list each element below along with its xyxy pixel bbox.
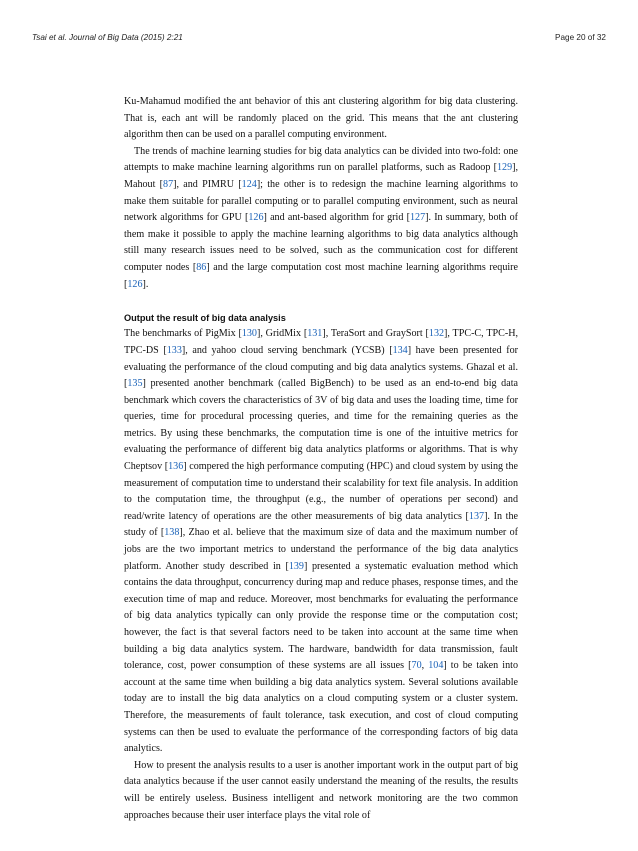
reference-link[interactable]: 137 [468, 510, 485, 522]
reference-link[interactable]: 87 [163, 178, 174, 190]
body-paragraph [124, 326, 518, 757]
section-heading: Output the result of big data analysis [124, 312, 286, 323]
paragraph-text: The benchmarks of PigMix [ [124, 328, 242, 340]
reference-link[interactable]: 134 [392, 344, 408, 356]
paragraph-text: Ku-Mahamud modified the ant behavior of this ant clustering algorithm for big data clustering. That is, each ant will be randomly placed on the grid. This means that the ant clustering algorithm then can be used on a parallel computing environment. [124, 96, 518, 141]
paragraph-text: ] and ant-based algorithm for grid [ [263, 212, 410, 224]
reference-link[interactable]: 104 [428, 660, 444, 672]
reference-link[interactable]: 139 [288, 560, 304, 572]
paragraph-text: ], and yahoo cloud serving benchmark (YCSB) [ [181, 344, 393, 356]
paragraph-text: How to present the analysis results to a user is another important work in the output part of big data analytics because if the user cannot easily understand the meaning of the results, the results will be entirely useless. Business intelligent and network monitoring are the two common approaches because their user interface plays the vital role of [124, 759, 518, 821]
reference-link[interactable]: 129 [496, 162, 513, 174]
paragraph-text: ] presented a systematic evaluation method which contains the data throughput, concurrency during map and reduce phases, response times, and the execution time of map and reduce. Moreover, most benchmarks for evaluating the performance of big data analytics typically can only provide the response time or the computation cost; however, the fact is that several factors need to be taken into account at the same time when building a big data analytics system. The hardware, bandwidth for data transmission, fault tolerance, cost, power consumption of these systems are all issues [ [124, 560, 518, 672]
reference-link[interactable]: 130 [241, 328, 257, 340]
reference-link[interactable]: 70 [411, 660, 422, 672]
reference-link[interactable]: 138 [164, 527, 180, 539]
body-paragraph [124, 758, 518, 824]
reference-link[interactable]: 126 [127, 278, 143, 290]
reference-link[interactable]: 131 [307, 328, 323, 340]
reference-link[interactable]: 132 [428, 328, 445, 340]
paragraph-text: ]. In the study of [ [124, 510, 519, 539]
paragraph-text: ] and the large computation cost most machine learning algorithms require [ [124, 261, 519, 290]
reference-link[interactable]: 124 [241, 178, 257, 190]
paragraph-text: ] to be taken into account at the same time when building a big data analytics system. Several solutions available today are to install the big data analytics on a cloud computing system or a cluster system. Therefore, the measurements of fault tolerance, task execution, and cost of cloud computing systems can then be used to evaluate the performance of the corresponding factors of big data analytics. [124, 660, 518, 755]
paragraph-text: ], TeraSort and GraySort [ [322, 328, 429, 340]
page-number: Page 20 of 32 [555, 33, 606, 42]
intro-paragraphs [124, 94, 518, 293]
paragraph-text: The trends of machine learning studies for big data analytics can be divided into two-fold: one attempts to make machine learning algorithms run on parallel platforms, such as Radoop [ [124, 145, 518, 174]
paragraph-text: ], TPC-C, TPC-H, TPC-DS [ [124, 328, 519, 356]
paragraph-text: ]. In summary, both of them make it possible to apply the machine learning algorithms to big data analytics although still many research issues need to be solved, such as the communication cost for different computer nodes [ [124, 212, 518, 273]
reference-link[interactable]: 86 [196, 261, 207, 273]
reference-link[interactable]: 136 [168, 461, 184, 473]
reference-link[interactable]: 135 [127, 378, 143, 390]
section-paragraphs [124, 326, 518, 824]
paragraph-text: ], GridMix [ [256, 328, 308, 340]
reference-link[interactable]: 126 [248, 212, 264, 224]
paragraph-text: ] presented another benchmark (called BigBench) to be used as an end-to-end big data benchmark which covers the characteristics of 3V of big data and uses the loading time, time for queries, time for procedural processing queries, and time for the remaining queries as the metrics. By using these benchmarks, the computation time is one of the intuitive metrics for evaluating the performance of different big data analytics platforms or algorithms. That is why Cheptsov [ [124, 378, 518, 473]
paragraph-text: , [421, 660, 429, 672]
journal-citation: Tsai et al. Journal of Big Data (2015) 2:21 [32, 33, 183, 42]
paragraph-text: ] have been presented for evaluating the performance of the cloud computing and big data analytics systems. Ghazal et al. [ [124, 344, 518, 390]
article-body [124, 94, 518, 824]
paragraph-text: ], and PIMRU [ [173, 178, 242, 190]
paragraph-text: ]; the other is to redesign the machine learning algorithms to make them suitable for parallel computing or to parallel computing environment, such as neural network algorithms for GPU [ [124, 178, 518, 224]
paragraph-text: ] compered the high performance computing (HPC) and cloud system by using the measurement of computation time to understand their scalability for text file analysis. In addition to the computation time, the throughput (e.g., the number of operations per second) and read/write latency of operations are the other measurements of big data analytics [ [124, 461, 518, 522]
body-paragraph [124, 94, 518, 144]
paragraph-text: ], Mahout [ [124, 162, 518, 190]
paragraph-text: ]. [142, 278, 149, 290]
reference-link[interactable]: 133 [166, 344, 182, 356]
body-paragraph [124, 144, 518, 293]
reference-link[interactable]: 127 [409, 212, 426, 224]
paragraph-text: ], Zhao et al. believe that the maximum size of data and the maximum number of jobs are the two important metrics to understand the performance of the big data analytics platform. Another study described in [ [124, 527, 518, 572]
